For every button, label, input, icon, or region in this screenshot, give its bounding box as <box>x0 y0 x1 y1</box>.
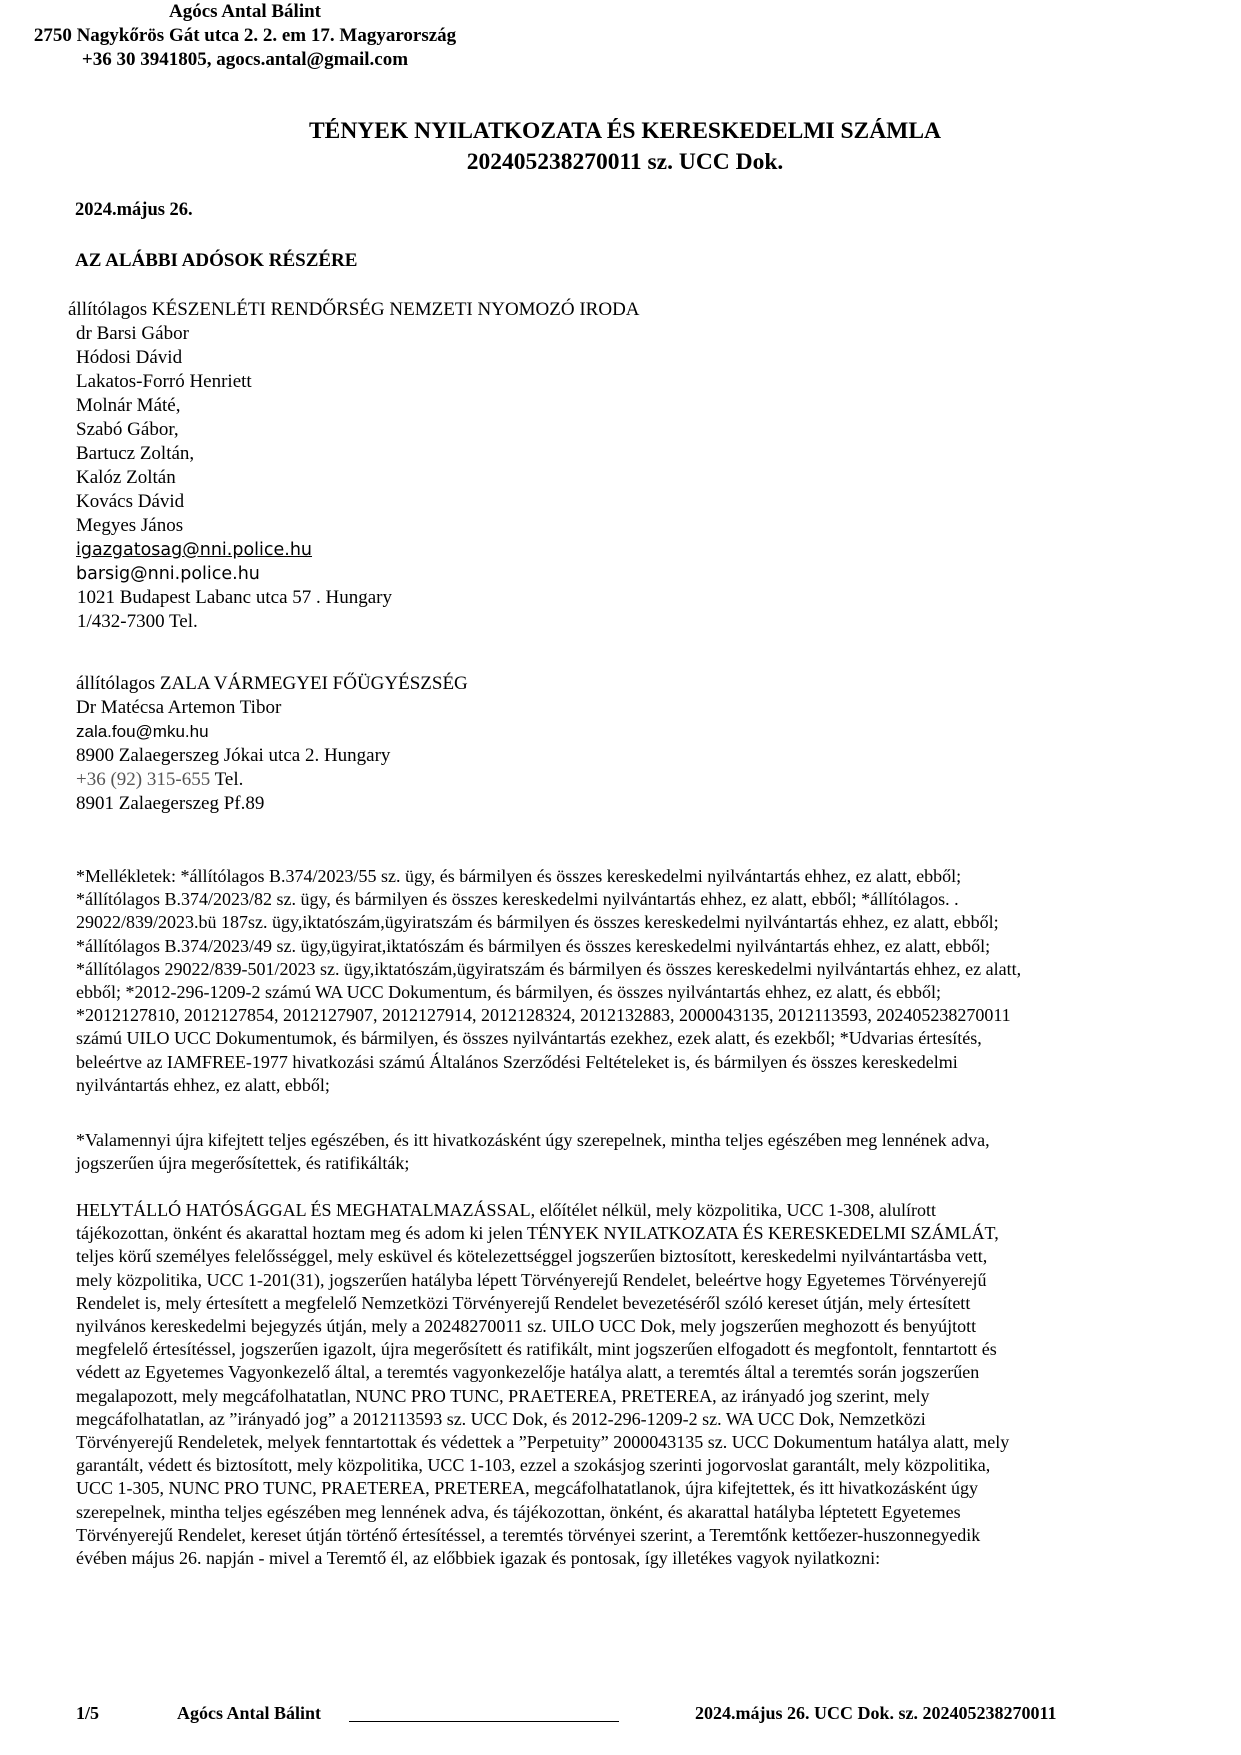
declaration-line: évében május 26. napján - mivel a Teremtő él, az előbbiek igazak és pontosak, így illetékes vagyok nyilatkozni: <box>76 1548 881 1569</box>
sender-name: Agócs Antal Bálint <box>168 1 322 22</box>
declaration-line: megcáfolhatatlan, az ”irányadó jog” a 2012113593 sz. UCC Dok, és 2012-296-1209-2 sz. WA UCC Dok, Nemzetközi <box>76 1408 926 1429</box>
attachments-line: *Mellékletek: *állítólagos B.374/2023/55 sz. ügy, és bármilyen és összes kereskedelmi nyilvántartás ehhez, ez alatt, ebből; <box>76 866 962 886</box>
declaration-line: teljes körű személyes felelősséggel, mely esküvel és kötelezettséggel jogszerűen biztosított, kereskedelmi nyilvántartásba vett, <box>76 1246 988 1267</box>
debtor-1-org: állítólagos KÉSZENLÉTI RENDŐRSÉG NEMZETI NYOMOZÓ IRODA <box>68 299 640 320</box>
attachments-line: számú UILO UCC Dokumentumok, és bármilyen, és összes nyilvántartás ezekhez, ezek alatt, és ezekből; *Udvarias értesítés, <box>76 1028 982 1049</box>
attachments-line: *állítólagos B.374/2023/49 sz. ügy,ügyirat,iktatószám és bármilyen és összes kereskedelmi nyilvántartás ehhez, ez alatt, ebből; <box>76 935 991 956</box>
debtor-2-postbox: 8901 Zalaegerszeg Pf.89 <box>76 793 265 814</box>
declaration-line: HELYTÁLLÓ HATÓSÁGGAL ÉS MEGHATALMAZÁSSAL, előítélet nélkül, mely közpolitika, UCC 1-308, alulírott <box>76 1200 937 1220</box>
attachments-line: beleértve az IAMFREE-1977 hivatkozási számú Általános Szerződési Feltételeket is, és bármilyen és összes kereskedelmi <box>76 1051 958 1072</box>
debtor-block-2 <box>76 672 468 816</box>
debtor-1-person: Lakatos-Forró Henriett <box>76 371 252 392</box>
declaration-line: tájékozottan, önként és akarattal hoztam meg és adom ki jelen TÉNYEK NYILATKOZATA ÉS KERESKEDELMI SZÁMLÁT, <box>76 1223 999 1244</box>
title-line-2: 202405238270011 sz. UCC Dok. <box>466 149 784 175</box>
restated-line: *Valamennyi újra kifejtett teljes egészében, és itt hivatkozásként úgy szerepelnek, mintha teljes egészében meg lennének adva, <box>76 1130 990 1150</box>
debtor-1-person: Molnár Máté, <box>76 395 181 416</box>
declaration-paragraph <box>76 1199 1176 1570</box>
declaration-line: Törvényerejű Rendelet, kereset útján történő értesítéssel, a teremtés törvényei szerint, a Teremtőnk kettőezer-huszonnegyedik <box>76 1524 981 1545</box>
debtor-1-person: Szabó Gábor, <box>76 419 179 440</box>
phone-suffix: Tel. <box>214 769 244 790</box>
attachments-line: 29022/839/2023.bü 187sz. ügy,iktatószám,ügyiratszám és bármilyen és összes kereskedelmi nyilvántartás ehhez, ez alatt, ebből; <box>76 912 999 933</box>
attachments-line: *állítólagos 29022/839-501/2023 sz. ügy,iktatószám,ügyiratszám és bármilyen és összes kereskedelmi nyilvántartás ehhez, ez alatt, <box>76 958 1022 979</box>
attachments-line: ebből; *2012-296-1209-2 számú WA UCC Dokumentum, és bármilyen, és összes nyilvántartás ehhez, ez alatt, és ebből; <box>76 982 941 1003</box>
debtor-2-org: állítólagos ZALA VÁRMEGYEI FŐÜGYÉSZSÉG <box>76 673 468 694</box>
signature-line <box>349 1721 619 1722</box>
declaration-line: szerepelnek, mintha teljes egészében meg lennének adva, és tájékozottan, önként, és akarattal hatályba léptetett Egyetemes <box>76 1501 961 1522</box>
recipients-heading: AZ ALÁBBI ADÓSOK RÉSZÉRE <box>75 250 358 271</box>
debtor-1-person: Hódosi Dávid <box>76 347 183 368</box>
debtor-2-person: Dr Matécsa Artemon Tibor <box>76 697 282 718</box>
debtor-block-1 <box>68 298 640 634</box>
debtor-1-person: Megyes János <box>76 515 184 536</box>
debtor-1-person: Bartucz Zoltán, <box>76 443 195 464</box>
document-date: 2024.május 26. <box>75 200 193 220</box>
restated-line: jogszerűen újra megerősítettek, és ratifikálták; <box>76 1153 410 1174</box>
debtor-1-person: dr Barsi Gábor <box>76 323 189 344</box>
declaration-line: mely közpolitika, UCC 1-201(31), jogszerűen hatályba lépett Törvényerejű Rendelet, beleértve hogy Egyetemes Törvényerejű <box>76 1269 987 1290</box>
declaration-line: Rendelet is, mely értesített a megfelelő Nemzetközi Törvényerejű Rendelet bevezetéséről szóló kereset útján, mely értesített <box>76 1292 971 1313</box>
declaration-line: Törvényerejű Rendeletek, melyek fenntartottak és védettek a ”Perpetuity” 2000043135 sz. UCC Dokumentum hatálya alatt, mely <box>76 1432 1010 1453</box>
declaration-line: megfelelő értesítéssel, jogszerűen igazolt, újra megerősített és ratifikált, mint jogszerűen elfogadott és megfontolt, fenntartott és <box>76 1339 997 1360</box>
attachments-line: nyilvántartás ehhez, ez alatt, ebből; <box>76 1074 330 1095</box>
declaration-line: nyilvános kereskedelmi bejegyzés útján, mely a 20248270011 sz. UILO UCC Dok, mely jogszerűen meghozott és benyújtott <box>76 1316 977 1337</box>
declaration-line: védett az Egyetemes Vagyonkezelő által, a teremtés vagyonkezelője hatálya alatt, a teremtés által a teremtés során jogszerűen <box>76 1362 980 1383</box>
footer-name: Agócs Antal Bálint <box>177 1703 322 1723</box>
debtor-2-address: 8900 Zalaegerszeg Jókai utca 2. Hungary <box>76 745 391 766</box>
attachments-line: *2012127810, 2012127854, 2012127907, 2012127914, 2012128324, 2012132883, 2000043135, 2012113593, 202405238270011 <box>76 1005 1011 1026</box>
declaration-line: megalapozott, mely megcáfolhatatlan, NUNC PRO TUNC, PRAETEREA, PRETEREA, az irányadó jog szerint, mely <box>76 1385 930 1406</box>
attachments-paragraph <box>76 865 1176 1097</box>
phone-number: (92) 315-655 <box>110 769 211 790</box>
title-line-1: TÉNYEK NYILATKOZATA ÉS KERESKEDELMI SZÁMLA <box>308 118 942 144</box>
phone-prefix: +36 <box>76 769 106 790</box>
declaration-line: UCC 1-305, NUNC PRO TUNC, PRAETEREA, PRETEREA, megcáfolhatatlanok, újra kifejtettek, és itt hivatkozásként úgy <box>76 1478 979 1499</box>
debtor-1-email-link[interactable]: igazgatosag@nni.police.hu <box>76 540 313 560</box>
sender-header <box>0 0 490 72</box>
declaration-line: garantált, védett és biztosított, mely közpolitika, UCC 1-103, ezzel a szokásjog szerinti jogorvoslat garantált, mely közpolitika, <box>76 1455 991 1476</box>
debtor-1-person: Kalóz Zoltán <box>76 467 176 488</box>
debtor-2-email: zala.fou@mku.hu <box>76 722 209 741</box>
document-title <box>270 116 980 178</box>
sender-address: 2750 Nagykőrös Gát utca 2. 2. em 17. Magyarország <box>33 25 457 46</box>
footer-document-reference: 2024.május 26. UCC Dok. sz. 202405238270011 <box>695 1703 1057 1723</box>
restated-paragraph <box>76 1129 1176 1175</box>
debtor-2-phone <box>76 768 468 792</box>
debtor-1-phone: 1/432-7300 Tel. <box>77 611 198 632</box>
debtor-1-email-2: barsig@nni.police.hu <box>76 564 260 584</box>
debtor-1-person: Kovács Dávid <box>76 491 185 512</box>
debtor-1-address: 1021 Budapest Labanc utca 57 . Hungary <box>77 587 392 608</box>
page-number: 1/5 <box>76 1703 100 1723</box>
attachments-line: *állítólagos B.374/2023/82 sz. ügy, és bármilyen és összes kereskedelmi nyilvántartás ehhez, ez alatt, ebből; *állítólagos. . <box>76 889 959 910</box>
sender-contact: +36 30 3941805, agocs.antal@gmail.com <box>81 49 409 70</box>
